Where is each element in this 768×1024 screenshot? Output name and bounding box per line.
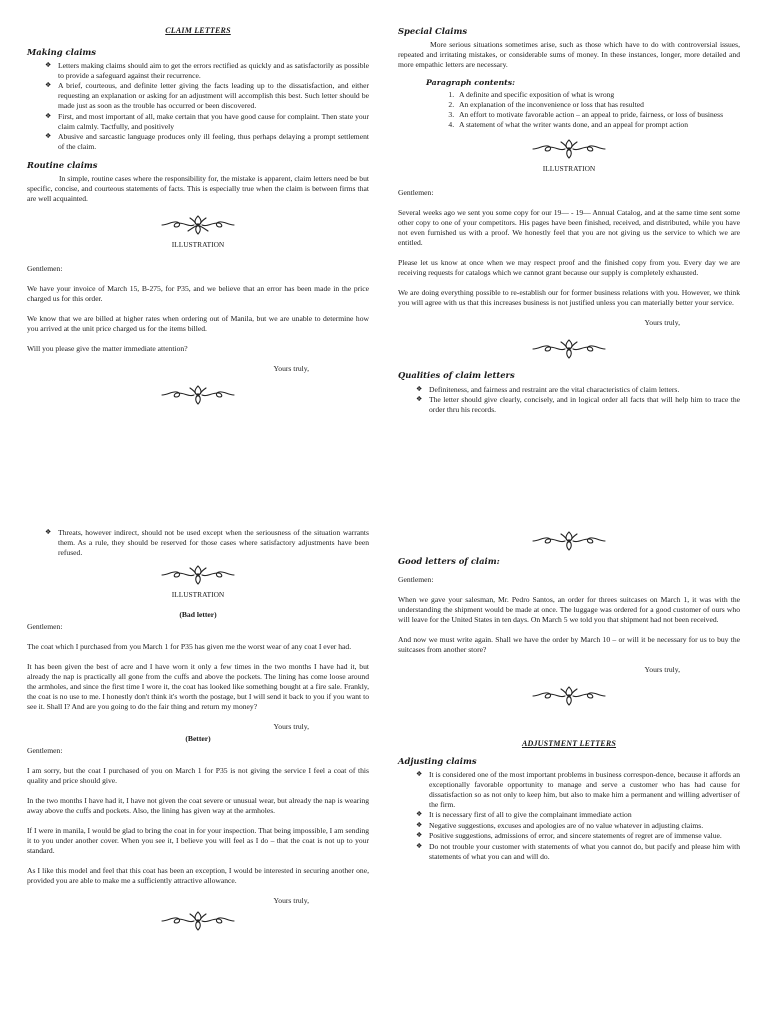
scroll-ornament-icon [529, 336, 609, 362]
illustration-label: ILLUSTRATION [171, 240, 225, 250]
letter-salutation: Gentlemen: [27, 264, 63, 274]
diamond-bullet-icon: ❖ [45, 132, 52, 141]
letter-salutation: Gentlemen: [398, 188, 434, 198]
letter-closing: Yours truly, [273, 364, 309, 374]
letter-closing: Yours truly, [644, 665, 680, 675]
letter-paragraph: The coat which I purchased from you March 1 for P35 has given me the worst wear of any coat I ever had. [27, 641, 352, 651]
letter-paragraph: I am sorry, but the coat I purchased of you on March 1 for P35 is not giving the service I feel a coat of this quality and price should give. [27, 765, 369, 785]
threats-list [27, 528, 369, 558]
diamond-bullet-icon: ❖ [45, 60, 52, 69]
scroll-ornament-icon [158, 382, 238, 408]
letter-paragraph: And now we must write again. Shall we have the order by March 10 – or will it be necessary for us to buy the suitcases from another store? [398, 635, 740, 655]
scroll-ornament-icon [158, 562, 238, 588]
panel-top-left [27, 26, 369, 410]
routine-claims-text: In simple, routine cases where the responsibility for, the mistake is apparent, claim letters need be but specific, concise, and courteous statements of facts. This is especially true when the claim is between firms that are well acquainted. [27, 174, 369, 204]
list-item: ❖ First, and most important of all, make certain that you have good cause for complaint. Then state your claim calmly. Tactfully, and positively [45, 111, 369, 131]
paragraph-contents-list [398, 90, 740, 130]
diamond-bullet-icon: ❖ [45, 528, 52, 536]
letter-paragraph: We are doing everything possible to re-establish our for former business relations with you. However, we think you will agree with us that this increases business is not justified unless you can materially better your service. [398, 288, 740, 308]
making-claims-heading: Making claims [27, 46, 97, 57]
claim-letters-title: CLAIM LETTERS [165, 26, 231, 35]
good-letters-heading: Good letters of claim: [398, 556, 500, 566]
letter-paragraph: We know that we are billed at higher rates when ordering out of Manila, but we are unable to determine how you arrived at the unit price charged us for the items billed. [27, 314, 369, 334]
diamond-bullet-icon: ❖ [416, 769, 423, 778]
panel-top-right [398, 26, 740, 419]
list-item: ❖ Do not trouble your customer with statements of what you cannot do, but pacify and please him with statements of what you can and will do. [416, 841, 740, 861]
diamond-bullet-icon: ❖ [45, 111, 52, 120]
routine-claims-heading: Routine claims [27, 160, 98, 171]
list-item: ❖ Positive suggestions, admissions of error, and sincere statements of regret are of immense value. [416, 831, 722, 841]
list-item: ❖ It is necessary first of all to give the complainant immediate action [416, 810, 632, 820]
letter-closing: Yours truly, [273, 896, 309, 906]
adjustment-letters-title: ADJUSTMENT LETTERS [521, 739, 617, 749]
special-claims-heading: Special Claims [398, 26, 468, 36]
scroll-ornament-icon [529, 528, 609, 554]
list-item: ❖ Letters making claims should aim to get the errors rectified as quickly and as satisfactorily as possible to provide a safeguard against their recurrence. [45, 60, 369, 80]
list-item: ❖ Threats, however indirect, should not be used except when the seriousness of the situation warrants them. As a rule, they should be reserved for those cases where satisfactory adjustments have been refused. [45, 528, 369, 558]
illustration-label: ILLUSTRATION [171, 590, 225, 600]
letter-paragraph: In the two months I have had it, I have not given the coat severe or unusual wear, but already the nap is wearing away above the cuffs and pockets. Also, the lining has given way at the armholes. [27, 796, 369, 816]
letter-salutation: Gentlemen: [27, 621, 63, 631]
letter-closing: Yours truly, [273, 721, 309, 731]
diamond-bullet-icon: ❖ [416, 810, 423, 819]
letter-paragraph: If I were in manila, I would be glad to bring the coat in for your inspection. That being impossible, I am sending it to you under another cover. When you see it, I believe you will feel as I do – that the coat is not up to your standard. [27, 826, 369, 856]
diamond-bullet-icon: ❖ [416, 395, 423, 404]
scroll-ornament-icon [529, 683, 609, 709]
diamond-bullet-icon: ❖ [416, 831, 423, 840]
list-item: 4. A statement of what the writer wants done, and an appeal for prompt action [456, 120, 740, 130]
scroll-ornament-icon [158, 908, 238, 934]
adjusting-claims-heading: Adjusting claims [398, 755, 477, 766]
list-item: 2. An explanation of the inconvenience or loss that has resulted [456, 100, 740, 110]
list-item: ❖ A brief, courteous, and definite letter giving the facts leading up to the dissatisfaction, and either requesting an explanation or asking for an adjustment will accomplish this best. Such letter should be made just as soon as the trouble has occurred or been discovered. [45, 81, 369, 111]
bad-letter-label: (Bad letter) [179, 609, 217, 619]
letter-paragraph: When we gave your salesman, Mr. Pedro Santos, an order for threes suitcases on March 1, it was with the understanding the shipment would be made at once. The luggage was ordered for a good customer of ours who will leave for the United States in ten days. On March 5 we told you that shipment had not been received. [398, 595, 740, 625]
diamond-bullet-icon: ❖ [416, 384, 423, 393]
letter-paragraph: It has been given the best of acre and I have worn it only a few times in the two months I have had it, but already the nap is practically all gone from the cuffs and above the pockets. The lining has come loose around the armholes, and since the first time I wore it, the coat has looked like something bought at a fire sale. Frankly, the coat is no use to me. I honestly don't think it's worth the postage, but I will send it back to you if you want to see it. Shall I? And are you going to do the fair thing and return my money? [27, 661, 369, 711]
better-letter-label: (Better) [185, 733, 211, 743]
diamond-bullet-icon: ❖ [416, 820, 423, 829]
letter-salutation: Gentlemen: [27, 745, 63, 755]
qualities-list [398, 385, 740, 416]
special-claims-text: More serious situations sometimes arise, such as those which have to do with controversial issues, repeated and irritating mistakes, or considerable sums of money. In these instances, longer, more detailed and more empathic letters are necessary. [398, 40, 740, 70]
list-item: ❖ Negative suggestions, excuses and apologies are of no value whatever in adjusting claims. [416, 820, 704, 830]
adjusting-claims-list [398, 770, 740, 862]
list-item: ❖ It is considered one of the most important problems in business correspon-dence, because it affords an exceptionally favorable opportunity to manage and serve a customer who has had cause for dissatisfaction so as not only to keep him, but also to make him a permanent and willing advertiser of the firm. [416, 769, 740, 809]
qualities-heading: Qualities of claim letters [398, 370, 515, 381]
scroll-ornament-icon [158, 212, 238, 238]
letter-closing: Yours truly, [644, 318, 680, 328]
scroll-ornament-icon [529, 136, 609, 162]
letter-salutation: Gentlemen: [398, 575, 434, 585]
letter-paragraph: Several weeks ago we sent you some copy for our 19— - 19— Annual Catalog, and at the same time sent some other copy to one of your competitors. His pages have been finished, received, and distributed, while you have not even furnished us with a proof. We honestly feel that you are not giving us the service to which we are entitled. [398, 208, 740, 248]
making-claims-list [27, 61, 369, 153]
letter-paragraph: We have your invoice of March 15, B-275, for P35, and we believe that an error has been made in the price charged us for this order. [27, 284, 369, 304]
list-item: 3. An effort to motivate favorable action – an appeal to pride, fairness, or loss of business [456, 110, 740, 120]
panel-bottom-left [27, 528, 369, 936]
illustration-label: ILLUSTRATION [542, 164, 596, 174]
list-item: ❖ Definiteness, and fairness and restraint are the vital characteristics of claim letters. [416, 384, 680, 394]
list-item: ❖ Abusive and sarcastic language produces only ill feeling, thus perhaps delaying a prompt settlement of the claim. [45, 132, 369, 152]
diamond-bullet-icon: ❖ [45, 81, 52, 90]
paragraph-contents-heading: Paragraph contents: [426, 78, 516, 88]
diamond-bullet-icon: ❖ [416, 841, 423, 850]
list-item: 1. A definite and specific exposition of what is wrong [456, 90, 740, 100]
panel-bottom-right [398, 528, 740, 866]
list-item: ❖ The letter should give clearly, concisely, and in logical order all facts that will help him to trace the order thru his records. [416, 395, 740, 415]
letter-paragraph: As I like this model and feel that this coat has been an exception, I would be interested in securing another one, provided you are able to make me a sufficiently attractive allowance. [27, 866, 369, 886]
letter-paragraph: Will you please give the matter immediate attention? [27, 344, 188, 354]
letter-paragraph: Please let us know at once when we may respect proof and the finished copy from you. Every day we are receiving requests for catalogs which we cannot grant because our supply is completely exhausted. [398, 258, 740, 278]
